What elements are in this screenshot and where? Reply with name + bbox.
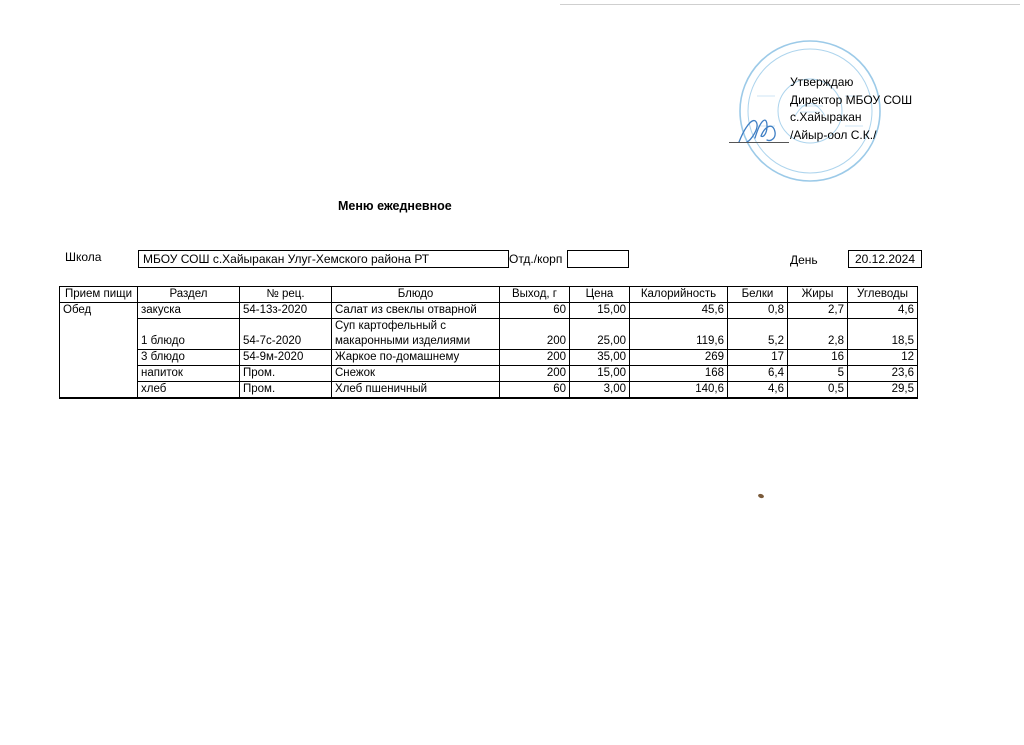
dish-cell: Хлеб пшеничный	[332, 382, 500, 399]
dish-cell: Салат из свеклы отварной	[332, 303, 500, 319]
recipe-cell: 54-7с-2020	[240, 319, 332, 350]
dept-label: Отд./корп	[509, 252, 563, 266]
table-header-row	[60, 287, 918, 303]
column-header: Углеводы	[848, 287, 918, 303]
table-row	[60, 319, 918, 350]
calories-cell: 140,6	[630, 382, 728, 399]
carbs-cell: 23,6	[848, 366, 918, 382]
day-field: 20.12.2024	[848, 250, 922, 268]
dish-cell: Снежок	[332, 366, 500, 382]
school-field: МБОУ СОШ с.Хайыракан Улуг-Хемского района РТ	[138, 250, 509, 268]
column-header: Раздел	[138, 287, 240, 303]
fat-cell: 2,8	[788, 319, 848, 350]
fat-cell: 2,7	[788, 303, 848, 319]
calories-cell: 168	[630, 366, 728, 382]
column-header: Жиры	[788, 287, 848, 303]
protein-cell: 0,8	[728, 303, 788, 319]
table-row	[60, 350, 918, 366]
table-row	[60, 303, 918, 319]
signature-line	[729, 142, 789, 143]
school-label: Школа	[65, 250, 102, 264]
calories-cell: 269	[630, 350, 728, 366]
fat-cell: 16	[788, 350, 848, 366]
approval-line: Утверждаю	[790, 75, 854, 89]
recipe-cell: Пром.	[240, 366, 332, 382]
carbs-cell: 18,5	[848, 319, 918, 350]
approval-line: /Айыр-оол С.К./	[790, 127, 877, 142]
fat-cell: 0,5	[788, 382, 848, 399]
column-header: Блюдо	[332, 287, 500, 303]
calories-cell: 45,6	[630, 303, 728, 319]
yield-cell: 60	[500, 303, 570, 319]
section-cell: напиток	[138, 366, 240, 382]
column-header: Цена	[570, 287, 630, 303]
column-header: Выход, г	[500, 287, 570, 303]
scan-speck	[757, 493, 764, 499]
dept-field	[567, 250, 629, 268]
yield-cell: 200	[500, 319, 570, 350]
section-cell: закуска	[138, 303, 240, 319]
dish-cell: Жаркое по-домашнему	[332, 350, 500, 366]
day-label: День	[790, 253, 818, 267]
recipe-cell: Пром.	[240, 382, 332, 399]
price-cell: 15,00	[570, 303, 630, 319]
protein-cell: 4,6	[728, 382, 788, 399]
table-row	[60, 366, 918, 382]
column-header: Калорийность	[630, 287, 728, 303]
yield-cell: 200	[500, 366, 570, 382]
recipe-cell: 54-9м-2020	[240, 350, 332, 366]
column-header: № рец.	[240, 287, 332, 303]
section-cell: 3 блюдо	[138, 350, 240, 366]
scan-edge-line	[560, 4, 1020, 5]
column-header: Прием пищи	[60, 287, 138, 303]
price-cell: 15,00	[570, 366, 630, 382]
column-header: Белки	[728, 287, 788, 303]
menu-table	[59, 286, 918, 399]
approval-block	[790, 74, 912, 144]
meal-cell: Обед	[60, 303, 138, 399]
protein-cell: 6,4	[728, 366, 788, 382]
approval-line: Директор МБОУ СОШ	[790, 92, 913, 107]
price-cell: 35,00	[570, 350, 630, 366]
approval-line: с.Хайыракан	[790, 110, 862, 124]
calories-cell: 119,6	[630, 319, 728, 350]
table-row	[60, 382, 918, 399]
fat-cell: 5	[788, 366, 848, 382]
protein-cell: 17	[728, 350, 788, 366]
section-cell: хлеб	[138, 382, 240, 399]
price-cell: 25,00	[570, 319, 630, 350]
carbs-cell: 29,5	[848, 382, 918, 399]
dish-cell: Суп картофельный с макаронными изделиями	[332, 319, 500, 350]
carbs-cell: 12	[848, 350, 918, 366]
section-cell: 1 блюдо	[138, 319, 240, 350]
yield-cell: 60	[500, 382, 570, 399]
protein-cell: 5,2	[728, 319, 788, 350]
price-cell: 3,00	[570, 382, 630, 399]
page-title: Меню ежедневное	[338, 199, 452, 213]
yield-cell: 200	[500, 350, 570, 366]
recipe-cell: 54-13з-2020	[240, 303, 332, 319]
carbs-cell: 4,6	[848, 303, 918, 319]
